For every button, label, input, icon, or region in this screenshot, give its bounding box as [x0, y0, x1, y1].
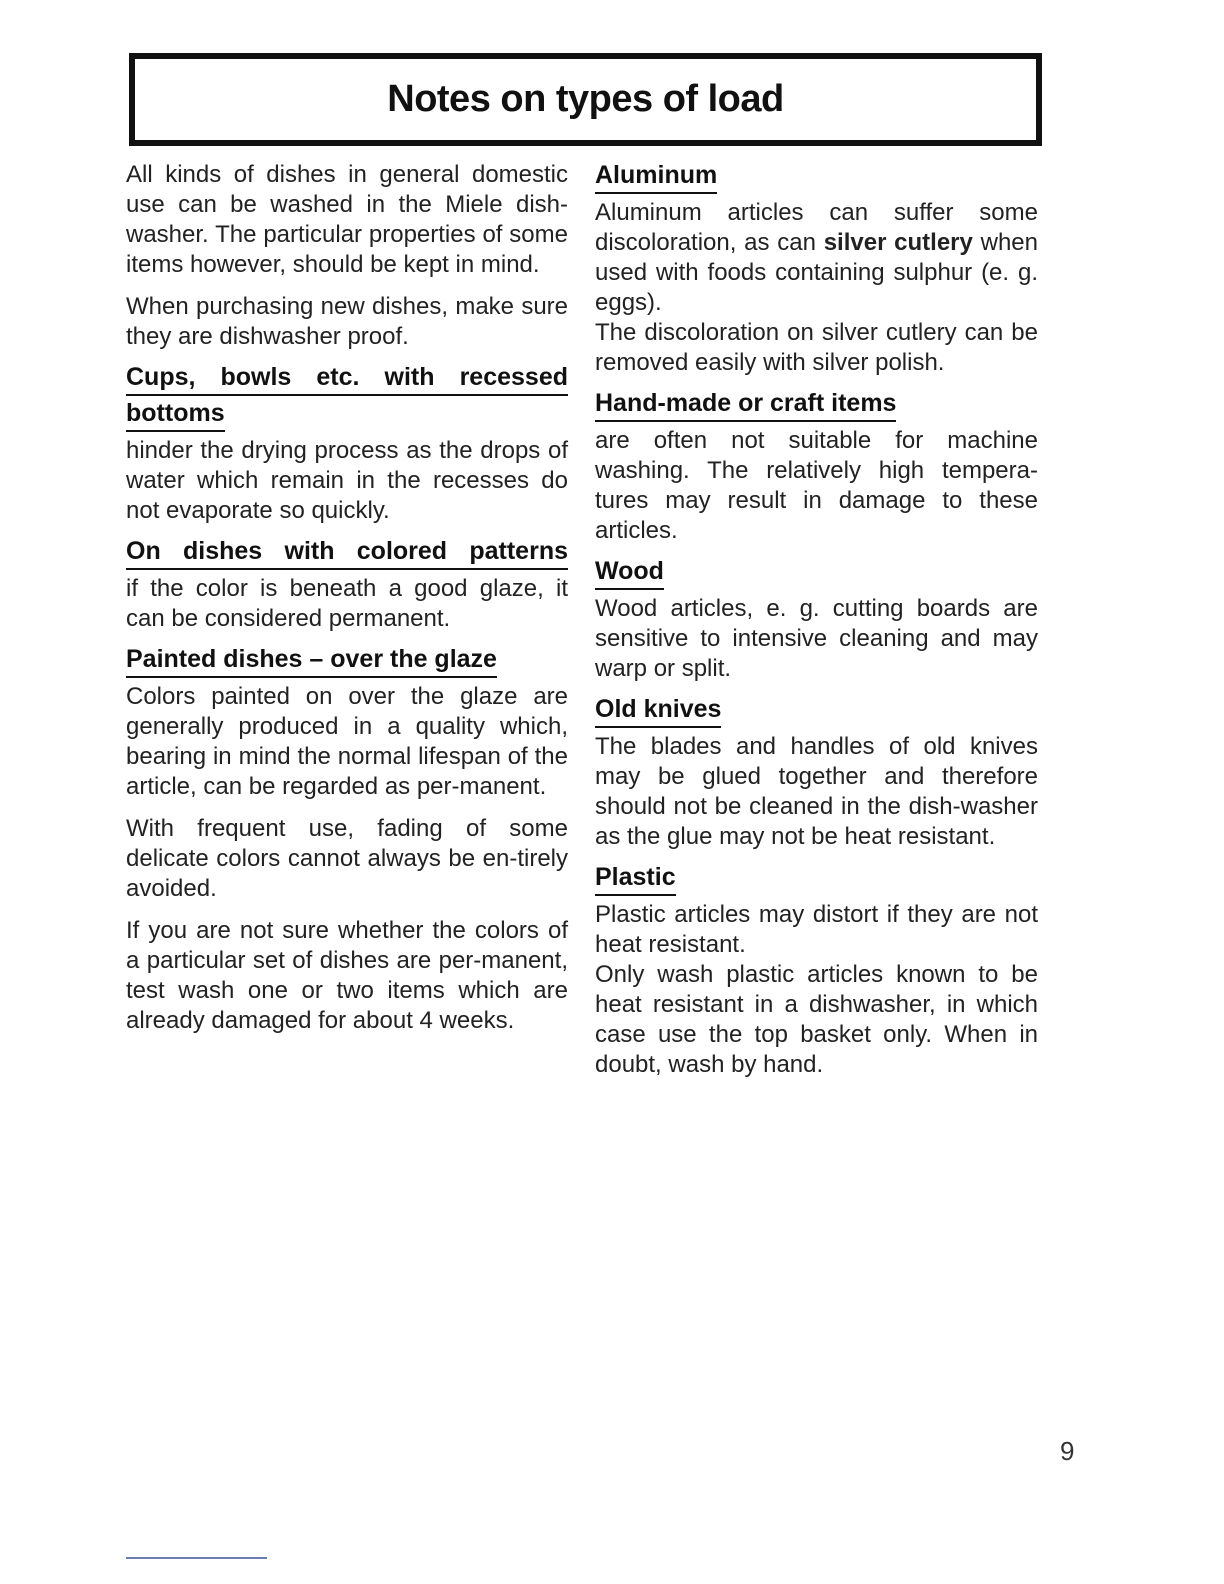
plastic-heat-text: Only wash plastic articles known to be heat resistant in a dishwasher, in which case use the top basket only. When in doubt, wash by hand.	[595, 961, 1038, 1078]
cups-text: hinder the drying process as the drops of water which remain in the recesses do not evaporate so quickly.	[126, 437, 568, 524]
handmade-heading: Hand-made or craft items	[595, 388, 896, 422]
colored-patterns-heading: On dishes with colored patterns	[126, 536, 568, 570]
page-number: 9	[1060, 1436, 1075, 1466]
aluminum-heading: Aluminum	[595, 160, 717, 194]
bottom-divider	[126, 1557, 267, 1559]
title-box	[129, 53, 1042, 146]
painted-dishes-text: Colors painted on over the glaze are generally produced in a quality which, bearing in mind the normal lifespan of the article, can be regarded as per-manent.	[126, 683, 568, 800]
right-column	[595, 160, 1038, 1080]
cups-heading-line2: bottoms	[126, 398, 225, 432]
page-title: Notes on types of load	[387, 78, 784, 120]
cups-heading-line1: Cups, bowls etc. with recessed	[126, 362, 568, 396]
wood-text: Wood articles, e. g. cutting boards are sensitive to intensive cleaning and may warp or split.	[595, 595, 1038, 682]
left-column	[126, 160, 568, 1036]
cups-heading	[126, 362, 568, 432]
fading-text: With frequent use, fading of some delicate colors cannot always be en-tirely avoided.	[126, 815, 568, 902]
handmade-text: are often not suitable for machine washing. The relatively high tempera-tures may result in damage to these articles.	[595, 427, 1038, 544]
aluminum-text-after: when used with foods containing sulphur (e. g. eggs).	[595, 229, 1038, 316]
test-wash-text: If you are not sure whether the colors of a particular set of dishes are per-manent, test wash one or two items which are already damaged for about 4 weeks.	[126, 917, 568, 1034]
silver-cutlery-text: silver cutlery	[823, 229, 973, 256]
silver-polish-text: The discoloration on silver cutlery can be removed easily with silver polish.	[595, 319, 1038, 376]
colored-patterns-text: if the color is beneath a good glaze, it can be considered permanent.	[126, 575, 568, 632]
painted-dishes-heading: Painted dishes – over the glaze	[126, 644, 497, 678]
aluminum-text	[595, 198, 1038, 318]
intro-paragraph: All kinds of dishes in general domestic use can be washed in the Miele dish-washer. The particular properties of some items however, should be kept in mind.	[126, 161, 568, 278]
old-knives-heading: Old knives	[595, 694, 721, 728]
wood-heading: Wood	[595, 556, 664, 590]
old-knives-text: The blades and handles of old knives may be glued together and therefore should not be cleaned in the dish-washer as the glue may not be heat resistant.	[595, 733, 1038, 850]
plastic-text: Plastic articles may distort if they are not heat resistant.	[595, 901, 1038, 958]
plastic-heading: Plastic	[595, 862, 676, 896]
aluminum-text-before: Aluminum articles can suffer some discoloration, as can	[595, 199, 1038, 256]
purchase-note-paragraph: When purchasing new dishes, make sure they are dishwasher proof.	[126, 293, 568, 350]
